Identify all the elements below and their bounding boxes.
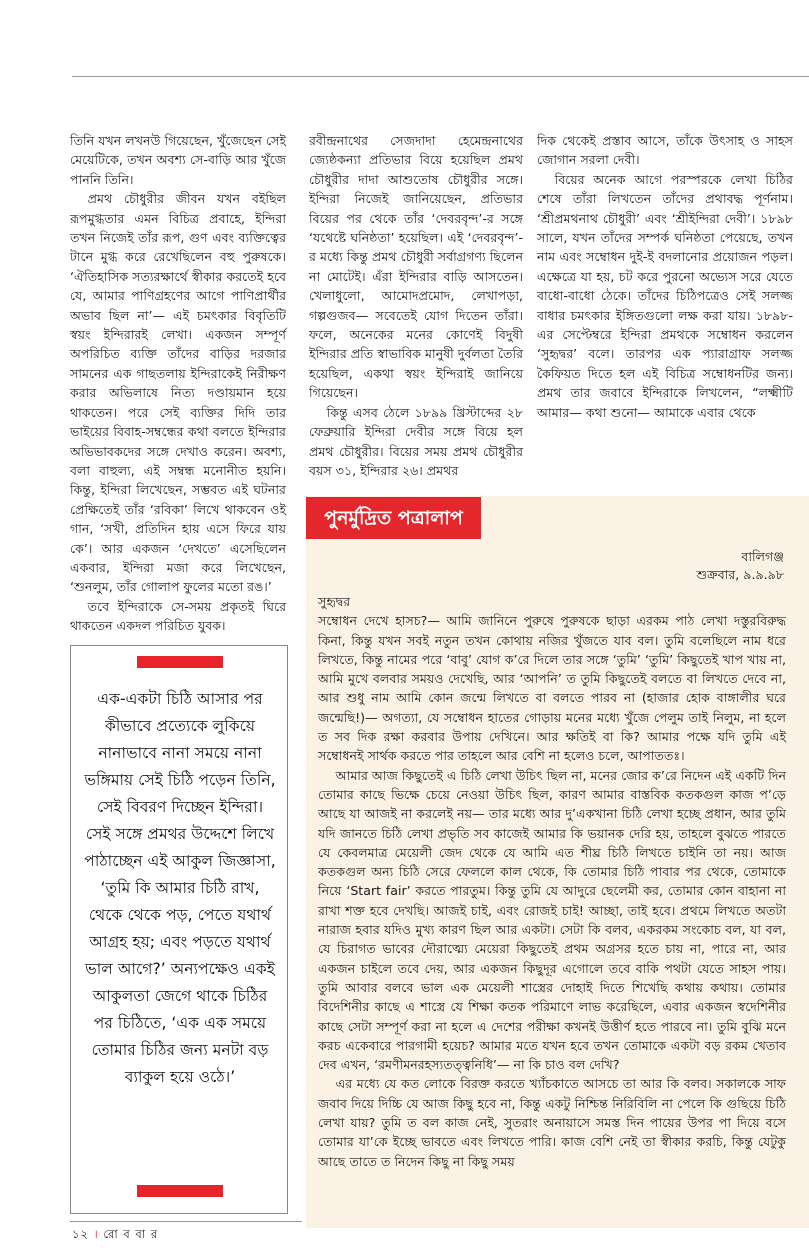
footer-rule xyxy=(70,1221,302,1222)
paragraph: বিয়ের অনেক আগে পরস্পরকে লেখা চিঠির শেষে তাঁরা লিখতেন তাঁদের প্রথাবদ্ধ পূর্ণনাম। ‘শ্রীপ্রমথনাথ চৌধুরী’ এবং ‘শ্রীইন্দিরা দেবী’। ১৮৯৮ সালে, যখন তাঁদের সম্পর্ক ঘনিষ্ঠতা পেয়েছে, তখন নাম এবং সম্বোধন দুই-ই বদলানোর প্রয়োজন পড়ল। এক্ষেত্রে যা হয়, চট করে পুরনো অভ্যেস সরে যেতে বাধো-বাধো ঠেকে। তাঁদের চিঠিপত্রেও সেই সলজ্জ বাধার চমৎকার ইঙ্গিতগুলো লক্ষ করা যায়। ১৮৯৮-এর সেপ্টেম্বরে ইন্দিরা প্রমথকে সম্বোধন করলেন ‘সুহৃদ্বর’ বলে। তারপর এক প্যারাগ্রাফ সলজ্জ কৈফিয়ত দিতে হল এই বিচিত্র সম্বোধনটির জন্য। প্রমথ তার জবাবে ইন্দিরাকে লিখলেন, “লক্ষ্মীটি আমার— কথা শুনো— আমাকে এবার থেকে xyxy=(537,171,793,420)
paragraph: তিনি যখন লখনউ গিয়েছেন, খুঁজেছেন সেই মেয়েটিকে, তখন অবশ্য সে-বাড়ি আর খুঁজে পাননি তিনি। xyxy=(70,133,286,187)
paragraph: কিন্তু এসব ঠেলে ১৮৯৯ খ্রিস্টাব্দের ২৮ ফেব্রুয়ারি ইন্দিরা দেবীর সঙ্গে বিয়ে হল প্রমথ চৌধুরীর। বিয়ের সময় প্রমথ চৌধুরীর বয়স ৩১, ইন্দিরার ২৬। প্রমথর xyxy=(309,404,523,478)
quote-accent-bar-top xyxy=(137,656,223,668)
letter-place: বালিগঞ্জ xyxy=(741,549,784,564)
paragraph: তবে ইন্দিরাকে সে-সময় প্রকৃতই ঘিরে থাকতেন একদল পরিচিত যুবক। xyxy=(70,598,286,634)
article-column-3 xyxy=(537,131,793,422)
quote-accent-bar-bottom xyxy=(137,1185,223,1197)
paragraph: প্রমথ চৌধুরীর জীবন যখন বইছিল রূপমুগ্ধতার এমন বিচিত্র প্রবাহে, ইন্দিরা তখন নিজেই তাঁর রূপ, গুণ এবং ব্যক্তিত্বের টানে মুগ্ধ করে রেখেছিলেন বহু পুরুষকে। ‘ঐতিহাসিক সত্যরক্ষার্থে স্বীকার করতেই হবে যে, আমার পাণিগ্রহণের আগে পাণিপ্রার্থীর অভাব ছিল না’— এই চমৎকার বিবৃতিটি স্বয়ং ইন্দিরারই লেখা। একজন সম্পূর্ণ অপরিচিত ব্যক্তি তাঁদের বাড়ির দরজার সামনের এক গাছতলায় ইন্দিরাকেই নিরীক্ষণ করার অভিলাষে নিত্য দণ্ডায়মান হয়ে থাকতেন। পরে সেই ব্যক্তির দিদি তার ভাইয়ের বিবাহ-সম্বন্ধের কথা বলতে ইন্দিরার অভিভাবকদের সঙ্গে দেখাও করেন। অবশ্য, বলা বাহুল্য, এই সম্বন্ধ মনোনীত হয়নি। কিন্তু, ইন্দিরা লিখেছেন, সম্ভবত এই ঘটনার প্রেক্ষিতেই তাঁর ‘রবিকা’ লিখে থাকবেন ওই গান, ‘সখী, প্রতিদিন হায় এসে ফিরে যায় কে’। আর একজন ‘দেখতে’ এসেছিলেন একবার, ইন্দিরা মজা করে লিখেছেন, ‘শুনলুম, তাঁর গোলাপ ফুলের মতো রঙ।’ xyxy=(70,191,286,595)
letter-salutation: সুহৃদ্বর xyxy=(318,594,351,609)
letter-paragraph: এর মধ্যে যে কত লোকে বিরক্ত করতে খ্যাঁচকাতে আসচে তা আর কি বলব। সকালকে সাফ জবাব দিয়ে দিচ্চি যে আজ কিছু হবে না, কিন্তু একটু নিশ্চিন্ত নিরিবিলি না পেলে কি গুছিয়ে চিঠি লেখা যায়? তুমি ত বল কাজ নেই, সুতরাং অনায়াসে সমস্ত দিন পায়ের উপর পা দিয়ে বসে তোমার যা’কে ইচ্ছে ভাবতে এবং লিখতে পারি। কাজ বেশি নেই তা স্বীকার করচি, কিন্তু যেটুকু আছে তাতে ত নিদেন কিছু না কিছু সময় xyxy=(318,1076,786,1169)
pull-quote-box xyxy=(70,645,288,1214)
article-column-2 xyxy=(309,131,523,480)
footer-separator: । xyxy=(93,1227,99,1241)
letter-body xyxy=(318,592,786,1171)
paragraph: রবীন্দ্রনাথের সেজদাদা হেমেন্দ্রনাথের জ্যেষ্ঠকন্যা প্রতিভার বিয়ে হয়েছিল প্রমথ চৌধুরীর দাদা আশুতোষ চৌধুরীর সঙ্গে। ইন্দিরা নিজেই জানিয়েছেন, প্রতিভার বিয়ের পর থেকে তাঁর ‘দেবরবৃন্দ’-র সঙ্গে ‘যথেষ্টে ঘনিষ্ঠতা’ হয়েছিল। এই ‘দেবরবৃন্দ’-র মধ্যে কিন্তু প্রমথ চৌধুরী সর্বাগ্রগণ্য ছিলেন না মোটেই। এঁরা ইন্দিরার বাড়ি আসতেন। খেলাধুলো, আমোদপ্রমোদ, লেখাপড়া, গল্পগুজব— সবেতেই যোগ দিতেন তাঁরা। ফলে, অনেকের মনের কোণেই বিদুষী ইন্দিরার প্রতি স্বাভাবিক মানুষী দুর্বলতা তৈরি হয়েছিল, একথা স্বয়ং ইন্দিরাই জানিয়ে গিয়েছেন। xyxy=(309,133,523,401)
paragraph: দিক থেকেই প্রস্তাব আসে, তাঁকে উৎসাহ ও সাহস জোগান সরলা দেবী। xyxy=(537,133,793,168)
top-rule xyxy=(72,76,809,77)
magazine-name: রো ব বা র xyxy=(103,1227,159,1241)
article-column-1 xyxy=(70,131,286,636)
letter-section-heading: পুনর্মুদ্রিত পত্রালাপ xyxy=(306,497,481,539)
letter-paragraph: সম্বোধন দেখে হাসচ?— আমি জানিনে পুরুষে পুরুষকে ছাড়া এরকম পাঠ লেখা দস্তুরবিরুদ্ধ কিনা, কিন্তু যখন সবই নতুন তখন কোথায় নজির খুঁজতে যাব বল। তুমি বলেছিলে নাম ধরে লিখতে, কিন্তু নামের পরে ‘বাবু’ যোগ ক’রে দিলে তার সঙ্গে ‘তুমি’ ‘তুমি’ কিছুতেই খাপ খায় না, আমি মুখে বলবার সময়ও দেখেছি, আর ‘আপনি’ ত তুমি কিছুতেই বলতে বা লিখতে দেবে না, আর শুধু নাম আমি কোন জন্মে লিখতে বা বলতে পারব না (হাজার হোক বাঙ্গালীর ঘরে জন্মেছি!)— অগত্যা, যে সম্বোধন হাতের গোড়ায় মনের মধ্যে খুঁজে পেলুম তাই নিলুম, না হলে ত সব দিক রক্ষা করবার উপায় দেখিনে। আর ক্ষতিই বা কি? আমার পক্ষে যদি তুমি এই সম্বোধনই সার্থক করতে পার তাহলে আর বেশি না হলেও চলে, আপাততঃ। xyxy=(318,613,786,764)
letter-paragraph: আমার আজ কিছুতেই এ চিঠি লেখা উচিৎ ছিল না, মনের জোর ক’রে নিদেন এই একটি দিন তোমার কাছে ভিক্ষে চেয়ে নেওয়া উচিৎ ছিল, কারণ আমার বাস্তবিক কতকগুল কাজ প’ড়ে আছে যা আজই না করলেই নয়— তার মধ্যে আর দু’একখানা চিঠি লেখা হচ্ছে প্রধান, আর তুমি যদি জানতে চিঠি লেখা প্রভৃতি সব কাজেই আমার কি ভয়ানক দেরি হয়, তাহলে বুঝতে পারতে যে কেবলমাত্র মেয়েলী জেদ থেকে যে আমি এত শীঘ্র চিঠি লিখতে চাইনি তা নয়। আজ কতকগুল অন্য চিঠি সেরে ফেললে কাল থেকে, কি তোমার চিঠি পাবার পর থেকে, তোমাকে নিয়ে ‘Start fair’ করতে পারতুম। কিন্তু তুমি যে আদুরে ছেলেমী কর, তোমার কোন বাহানা না রাখা শক্ত হবে দেখছি। আজই চাই, এবং রোজই চাই! আচ্ছা, তাই হবে। প্রথমে লিখতে অতটা নারাজ হবার যদিও মুখ্য কারণ ছিল আর একটা। সেটা কি বলব, একরকম সংকোচ বল, যা বল, যে চিরাগত ভাবের দৌরাত্ম্যে মেয়েরা কিছুতেই প্রথম অগ্রসর হতে চায় না, পারে না, আর একজন চাইলে তবে দেয়, আর একজন কিছুদূর এগোলে তবে বাকি পথটা যেতে সাহস পায়। তুমি আবার বলবে ভাল এক মেয়েলী শাস্ত্রের দোহাই দিতে শিখেছি কথায় কথায়। তোমার বিদেশিনীর কাছে এ শাস্ত্রে যে শিক্ষা কতক পরিমাণে লাভ করেছিলে, এবার একজন স্বদেশিনীর কাছে সেটা সম্পূর্ণ করা না হলে এ দেশের পরীক্ষা কখনই উত্তীর্ণ হতে পারবে না। তুমি বুঝি মনে করচ একেবারে পারগামী হয়েচ? আমার মতে যখন হবে তখন তোমাকে একটা বড় রকম খেতাব দেব এখন, ‘রমণীমনরহস্যতত্ত্বনিধি’— না কি চাও বল দেখি? xyxy=(318,767,786,1073)
page-number: ১২ xyxy=(72,1227,89,1241)
letter-date: শুক্রবার, ৯.৯.৯৮ xyxy=(696,567,784,582)
pull-quote-text: এক-একটা চিঠি আসার পর কীভাবে প্রত্যেকে লুকিয়ে নানাভাবে নানা সময়ে নানা ভঙ্গিমায় সেই চিঠি পড়েন তিনি, সেই বিবরণ দিচ্ছেন ইন্দিরা। সেই সঙ্গে প্রমথর উদ্দেশে লিখে পাঠাচ্ছেন এই আকুল জিজ্ঞাসা, ‘তুমি কি আমার চিঠি রাখ, থেকে থেকে পড়, পেতে যথার্থ আগ্রহ হয়; এবং পড়তে যথার্থ ভাল আগে?’ অন্যপক্ষেও একই আকুলতা জেগে থাকে চিঠির পর চিঠিতে, ‘এক এক সময়ে তোমার চিঠির জন্য মনটা বড় ব্যাকুল হয়ে ওঠে।’ xyxy=(84,690,276,1086)
page-footer xyxy=(72,1226,158,1245)
